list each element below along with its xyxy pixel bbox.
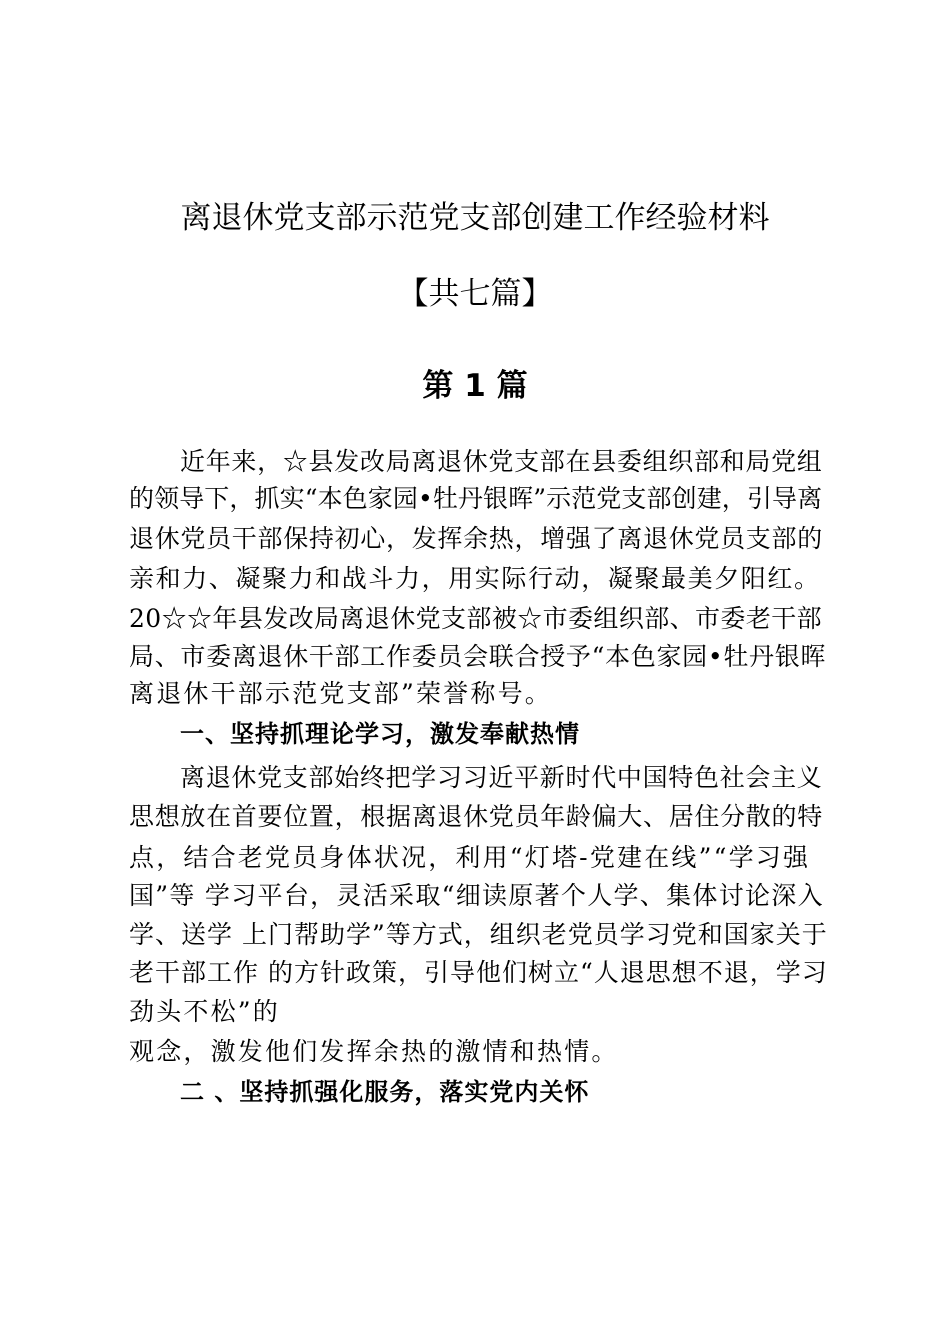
text-line: 观念，激发他们发挥余热的激情和热情。 <box>129 1037 619 1066</box>
text-line: 学、送学 上门帮助学”等方式，组织老党员学习党和国家关于 <box>129 920 828 949</box>
text-line: 国”等 学习平台，灵活采取“细读原著个人学、集体讨论深入 <box>129 881 824 910</box>
text-line: 离退休党支部始终把学习习近平新时代中国特色社会主义 <box>180 763 823 792</box>
document-subtitle: 【共七篇】 <box>397 276 553 312</box>
text-line: 劲头不松”的 <box>129 997 280 1026</box>
section-heading-1: 一、坚持抓理论学习，激发奉献热情 <box>180 720 580 748</box>
text-line: 点，结合老党员身体状况，利用“灯塔-党建在线”“学习强 <box>129 843 811 872</box>
text-line: 思想放在首要位置，根据离退休党员年龄偏大、居住分散的特 <box>129 802 823 831</box>
text-line: 局、市委离退休干部工作委员会联合授予“本色家园•牡丹银晖 <box>129 642 827 671</box>
document-title: 离退休党支部示范党支部创建工作经验材料 <box>180 200 770 236</box>
text-line: 老干部工作 的方针政策，引导他们树立“人退思想不退，学习 <box>129 958 828 987</box>
part-heading: 第 1 篇 <box>422 368 528 404</box>
text-line: 退休党员干部保持初心，发挥余热，增强了离退休党员支部的 <box>129 524 823 553</box>
section-heading-2: 二 、坚持抓强化服务，落实党内关怀 <box>180 1078 590 1106</box>
text-line: 近年来，☆县发改局离退休党支部在县委组织部和局党组 <box>180 447 823 476</box>
text-line: 亲和力、凝聚力和战斗力，用实际行动，凝聚最美夕阳红。 <box>129 564 821 593</box>
text-line: 20☆☆年县发改局离退休党支部被☆市委组织部、市委老干部 <box>129 604 823 633</box>
text-line: 的领导下，抓实“本色家园•牡丹银晖”示范党支部创建，引导离 <box>129 484 823 513</box>
text-line: 离退休干部示范党支部”荣誉称号。 <box>129 679 552 708</box>
